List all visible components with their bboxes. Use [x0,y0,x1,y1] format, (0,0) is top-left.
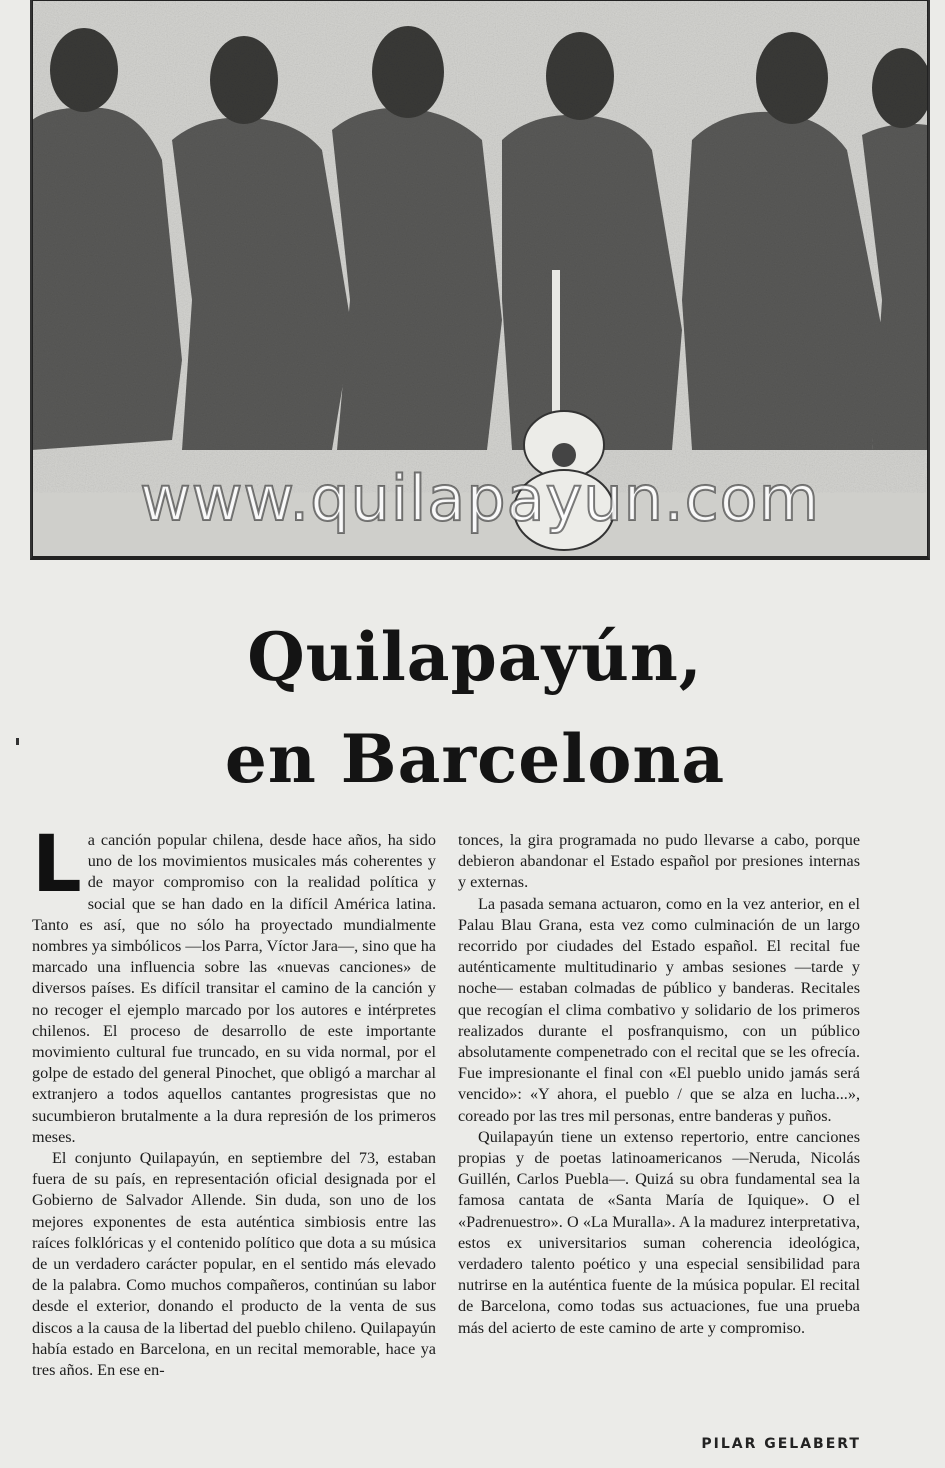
headline-line1: Quilapayún, [247,618,703,696]
paragraph: El conjunto Quilapayún, en septiembre del 73, estaban fuera de su país, en representación oficial designada por el Gobierno de Salvador Allende. Sin duda, son uno de los mejores exponentes de esta auténtica simbiosis entre las raíces folklóricas y el contenido político que dota a su música de un verdadero carácter popular, en el sentido más elevado de la palabra. Como muchos compañeros, continúan su labor desde el exterior, donando el producto de la venta de sus discos a la causa de la libertad del pueblo chileno. Quilapayún había estado en Barcelona, en un recital memorable, hace ya tres años. En ese en- [32,1149,436,1380]
drop-cap: L [32,820,82,910]
watermark: www.quilapayun.com [140,462,820,535]
article-column-right [458,830,860,1339]
paragraph: La pasada semana actuaron, como en la vez anterior, en el Palau Blau Grana, esta vez como culminación de un largo recorrido por ciudades del Estado español. El recital fue auténticamente multitudinario y ambas sesiones —tarde y noche— estaban colmadas de público y banderas. Recitales que recogían el clima combativo y solidario de los primeros realizados durante el posfranquismo, con un público absolutamente compenetrado con el recital que se les ofrecía. Fue impresionante el final con «El pueblo unido jamás será vencido»: «Y ahora, el pueblo / que se alza en lucha...», coreado por las tres mil personas, entre banderas y puños. [458,894,860,1125]
paragraph: Quilapayún tiene un extenso repertorio, entre canciones propias y de poetas latinoamericanos —Neruda, Nicolás Guillén, Carlos Puebla—. Quizá su obra fundamental sea la famosa cantata de «Santa María de Iquique». O el «Padrenuestro». O «La Muralla». A la madurez interpretativa, estos ex universitarios suman coherencia ideológica, verdadero talento poético y una especial sensibilidad para nutrirse en la auténtica fuente de la música popular. El recital de Barcelona, como todas sus actuaciones, fue una prueba más del acierto de este camino de arte y compromiso. [458,1127,860,1337]
group-photo [30,0,930,560]
print-speck [16,738,19,745]
article-column-left [32,820,436,1381]
paragraph: a canción popular chilena, desde hace años, ha sido uno de los movimientos musicales más coherentes y de mayor compromiso con la realidad política y social que se han dado en la difícil América latina. Tanto es así, que no sólo ha proyectado mundialmente nombres ya simbólicos —los Parra, Víctor Jara—, sino que ha marcado una influencia sobre las «nuevas canciones» de diversos países. Es difícil transitar el camino de la canción y no recoger el ejemplo marcado por los autores e intérpretes chilenos. El proceso de desarrollo de este importante movimiento cultural fue truncado, en su vida normal, por el golpe de estado del general Pinochet, que obligó a marchar al extranjero a todos aquellos cantantes progresistas que no sucumbieron brutalmente a la dura represión de los primeros meses. [32,831,436,1146]
byline: PILAR GELABERT [701,1436,861,1452]
paragraph: tonces, la gira programada no pudo llevarse a cabo, porque debieron abandonar el Estado español por presiones internas y externas. [458,831,860,892]
headline [130,606,820,810]
headline-line2: en Barcelona [224,720,726,798]
